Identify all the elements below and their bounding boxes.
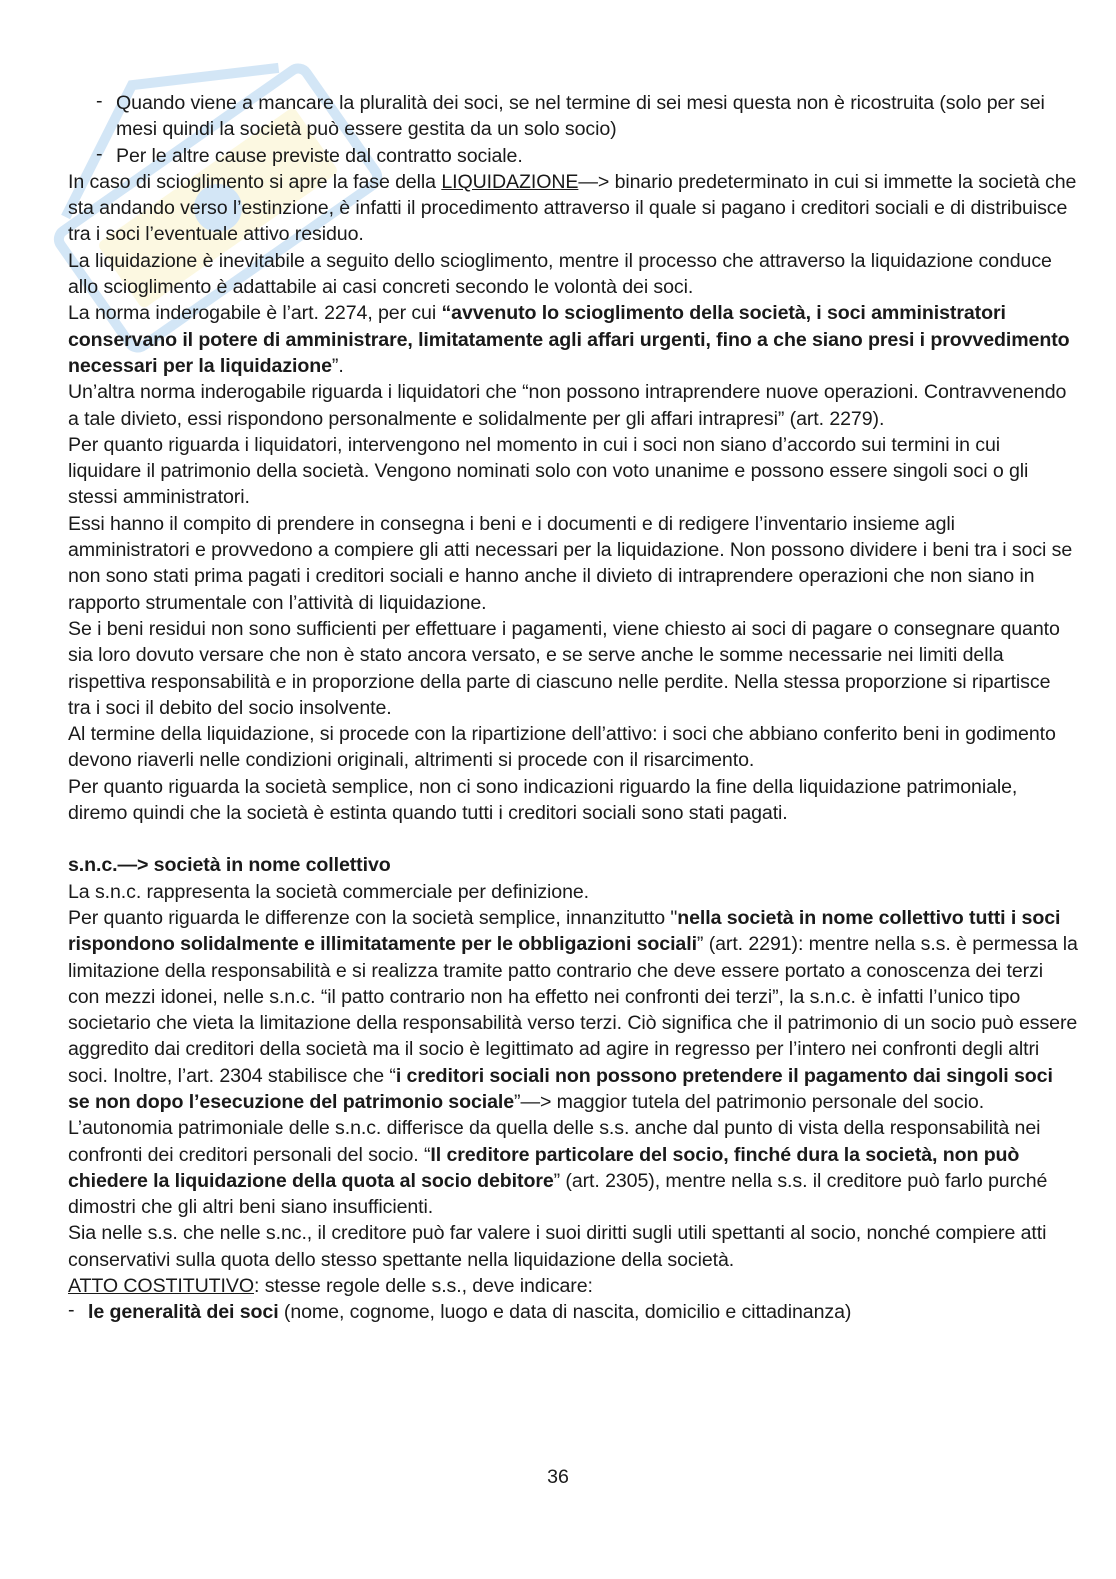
paragraph: Se i beni residui non sono sufficienti per effettuare i pagamenti, viene chiesto ai soci di pagare o consegnare quanto sia loro dovuto versare che non è stato ancora versato, e se serve anche le somme necessarie nei limiti della rispettiva responsabilità e in proporzione della parte di ciascuno nelle perdite. Nella stessa proporzione si ripartisce tra i soci il debito del socio insolvente.: [68, 617, 1060, 719]
text: La norma inderogabile è l’art. 2274, per cui: [68, 302, 442, 325]
paragraph: La s.n.c. rappresenta la società commerciale per definizione.: [68, 880, 590, 903]
text: L’autonomia patrimoniale delle s.n.c. differisce da quella delle s.s. anche dal punto di vista della responsabilità nei confronti dei creditori personali del socio. “: [68, 1117, 1041, 1166]
text: —> binario predeterminato in cui si immette la società che sta andando verso l’estinzione, è infatti il procedimento attraverso il quale si pagano i creditori sociali e di distribuisce tra i soci l’eventuale attivo residuo.: [68, 170, 1077, 246]
text: ”.: [331, 354, 344, 377]
dash-bullet: -: [68, 1299, 75, 1322]
list-item-text: Quando viene a mancare la pluralità dei soci, se nel termine di sei mesi questa non è ricostruita (solo per sei mesi quindi la società può essere gestita da un solo socio): [116, 92, 1045, 141]
section-heading: [68, 852, 1078, 878]
paragraph: Per quanto riguarda i liquidatori, intervengono nel momento in cui i soci non siano d’accordo sui termini in cui liquidare il patrimonio della società. Vengono nominati solo con voto unanime e possono essere singoli soci o gli stessi amministratori.: [68, 433, 1029, 509]
paragraph: Essi hanno il compito di prendere in consegna i beni e i documenti e di redigere l’inventario insieme agli amministratori e provvedono a compiere gli atti necessari per la liquidazione. Non possono dividere i beni tra i soci se non sono stati prima pagati i creditori sociali e hanno anche il divieto di intraprendere operazioni che non siano in rapporto strumentale con l’attività di liquidazione.: [68, 512, 1073, 614]
bold-quote: “avvenuto lo scioglimento della società, i soci amministratori conservano il potere di amministrare, limitatamente agli affari urgenti, fino a che siano presi i provvedimento necessari per la liquidazione: [68, 302, 1070, 377]
dash-bullet: -: [96, 90, 103, 112]
paragraph-atto-costitutivo: [68, 1273, 1078, 1299]
dash-bullet: -: [96, 142, 103, 165]
list-item: [68, 1299, 1078, 1325]
underlined-term: ATTO COSTITUTIVO: [68, 1275, 254, 1298]
paragraph: La liquidazione è inevitabile a seguito dello scioglimento, mentre il processo che attraverso la liquidazione conduce allo scioglimento è adattabile ai casi concreti secondo le volontà dei soci.: [68, 249, 1052, 299]
paragraph: Per quanto riguarda la società semplice, non ci sono indicazioni riguardo la fine della liquidazione patrimoniale, diremo quindi che la società è estinta quando tutti i creditori sociali sono stati pagati.: [68, 775, 1018, 825]
text: In caso di scioglimento si apre la fase della: [68, 170, 442, 193]
heading-text: s.n.c.—> società in nome collettivo: [68, 854, 391, 877]
text: Per quanto riguarda le differenze con la società semplice, innanzitutto ": [68, 906, 678, 929]
list-item-text: Per le altre cause previste dal contratto sociale.: [116, 144, 523, 167]
text: ”—> maggior tutela del patrimonio personale del socio.: [514, 1090, 985, 1113]
paragraph-art-2274: [68, 300, 1078, 379]
list-item: [68, 143, 1078, 169]
underlined-term: LIQUIDAZIONE: [441, 170, 579, 193]
bold-quote: nella società in nome collettivo tutti i soci rispondono solidalmente e illimitatamente per le obbligazioni sociali: [68, 906, 1061, 956]
paragraph: Sia nelle s.s. che nelle s.nc., il creditore può far valere i suoi diritti sugli utili spettanti al socio, nonché compiere atti conservativi sulla quota dello stesso spettante nella liquidazione della società.: [68, 1222, 1047, 1271]
page-number: 36: [547, 1466, 569, 1488]
text: ” (art. 2305), mentre nella s.s. il creditore può farlo purché dimostri che gli altri beni siano insufficienti.: [68, 1169, 1048, 1219]
bold-quote: i creditori sociali non possono pretendere il pagamento dai singoli soci se non dopo l’esecuzione del patrimonio sociale: [68, 1064, 1053, 1113]
bold-quote: Il creditore particolare del socio, finché dura la società, non può chiedere la liquidazione della quota al socio debitore: [68, 1143, 1020, 1192]
document-page: [68, 90, 1078, 1326]
paragraph: Un’altra norma inderogabile riguarda i liquidatori che “non possono intraprendere nuove operazioni. Contravvenendo a tale divieto, essi rispondono personalmente e solidalmente per gli affari intrapresi” (art. 2279).: [68, 381, 1067, 430]
list-item: [68, 90, 1078, 143]
paragraph-liquidazione: [68, 169, 1078, 248]
text: : stesse regole delle s.s., deve indicare:: [254, 1275, 593, 1298]
paragraph-differences: [68, 905, 1078, 1115]
text: ” (art. 2291): mentre nella s.s. è permessa la limitazione della responsabilità e si realizza tramite patto contrario che deve essere portato a conoscenza dei terzi con mezzi idonei, nelle s.n.c. “il patto contrario non ha effetto nei confronti dei terzi”, la s.n.c. è infatti l’unico tipo societario che vieta la limitazione della responsabilità verso terzi. Ciò significa che il patrimonio di un socio può essere aggredito dai creditori della società ma il socio è legittimato ad agire in regresso per l’intero nei confronti degli altri soci. Inoltre, l’art. 2304 stabilisce che “: [68, 933, 1078, 1087]
bold-term: le generalità dei soci: [88, 1301, 279, 1324]
paragraph: Al termine della liquidazione, si procede con la ripartizione dell’attivo: i soci che abbiano conferito beni in godimento devono riaverli nelle condizioni originali, altrimenti si procede con il risarcimento.: [68, 723, 1056, 772]
paragraph-autonomia: [68, 1115, 1078, 1220]
text: (nome, cognome, luogo e data di nascita, domicilio e cittadinanza): [278, 1301, 852, 1324]
